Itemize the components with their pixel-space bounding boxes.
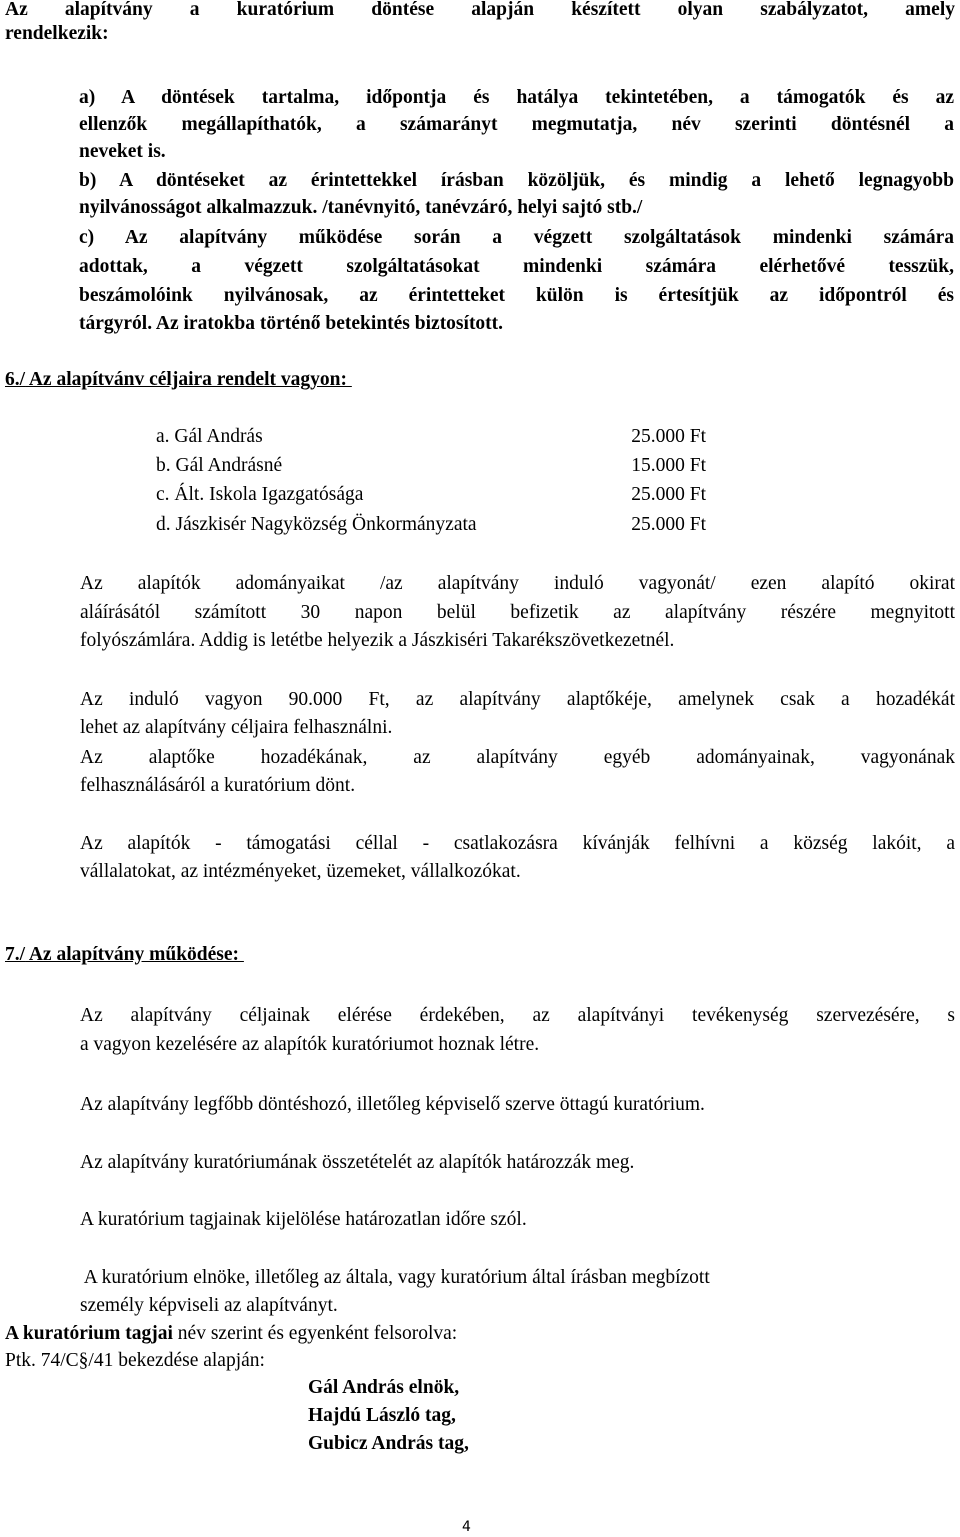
section-7-paragraph-4: A kuratórium tagjainak kijelölése határozatlan időre szól. [80,1209,527,1230]
section-6-paragraph-3-line-1: Az alaptőke hozadékának, az alapítvány egyéb adományainak, vagyonának [80,747,955,768]
section-6-paragraph-4-line-2: vállalatokat, az intézményeket, üzemeket, vállalkozókat. [80,861,521,882]
section-6-number: 6./ [5,369,26,390]
rule-b-line-2: nyilvánosságot alkalmazzuk. /tanévnyitó, tanévzáró, helyi sajtó stb./ [79,197,643,218]
section-6-paragraph-2-line-1: Az induló vagyon 90.000 Ft, az alapítvány alaptőkéje, amelynek csak a hozadékát [80,689,955,710]
rule-c-line-1: c) Az alapítvány működése során a végzett szolgáltatások mindenki számára [79,227,954,248]
donation-amount: 25.000 Ft [631,426,706,447]
rule-c-line-3: beszámolóink nyilvánosak, az érintetteket külön is értesítjük az időpontról és [79,285,954,306]
section-7-paragraph-1-line-1: Az alapítvány céljainak elérése érdekében, az alapítványi tevékenység szervezésére, s [80,1005,955,1026]
section-6-title: Az alapítvánv céljaira rendelt vagyon: [25,369,352,390]
section-7-title: Az alapítvány működése: [25,944,244,965]
section-6-paragraph-4-line-1: Az alapítók - támogatási céllal - csatlakozásra kívánják felhívni a község lakóit, a [80,833,955,854]
section-6-paragraph-3-line-2: felhasználásáról a kuratórium dönt. [80,775,356,796]
donation-label: d. Jászkisér Nagyközség Önkormányzata [156,514,477,535]
member-name: Hajdú László tag, [308,1405,456,1426]
donation-amount: 15.000 Ft [631,455,706,476]
rule-c-line-2: adottak, a végzett szolgáltatásokat mindenki számára elérhetővé tesszük, [79,256,954,277]
rule-a-line-2: ellenzők megállapíthatók, a számarányt megmutatja, név szerinti döntésnél a [79,114,954,135]
rule-b-line-1: b) A döntéseket az érintettekkel írásban közöljük, és mindig a lehető legnagyobb [79,170,954,191]
section-7-paragraph-3: Az alapítvány kuratóriumának összetételét az alapítók határozzák meg. [80,1152,635,1173]
section-7-paragraph-1-line-2: a vagyon kezelésére az alapítók kuratóriumot hoznak létre. [80,1034,540,1055]
donation-amount: 25.000 Ft [631,514,706,535]
section-6-paragraph-2-line-2: lehet az alapítvány céljaira felhasználni. [80,717,393,738]
section-6-paragraph-1-line-2: aláírásától számított 30 napon belül befizetik az alapítvány részére megnyitott [80,602,955,623]
donation-label: a. Gál András [156,426,263,447]
member-name: Gál András elnök, [308,1377,460,1398]
section-7-number: 7./ [5,944,26,965]
members-intro-rest: név szerint és egyenként felsorolva: [172,1323,458,1344]
rule-a-line-1: a) A döntések tartalma, időpontja és hatálya tekintetében, a támogatók és az [79,87,954,108]
rule-c-line-4: tárgyról. Az iratokba történő betekintés biztosított. [79,313,504,334]
section-7-heading [5,944,244,966]
section-6-paragraph-1-line-3: folyószámlára. Addig is letétbe helyezik a Jászkiséri Takarékszövetkezetnél. [80,630,675,651]
donation-amount: 25.000 Ft [631,484,706,505]
section-6-heading [5,369,352,391]
rule-a-line-3: neveket is. [79,141,166,162]
donation-label: c. Ált. Iskola Igazgatósága [156,484,364,505]
section-6-paragraph-1-line-1: Az alapítók adományaikat /az alapítvány induló vagyonát/ ezen alapító okirat [80,573,955,594]
donation-label: b. Gál Andrásné [156,455,283,476]
ptk-reference: Ptk. 74/C§/41 bekezdése alapján: [5,1350,265,1371]
members-intro-bold: A kuratórium tagjai [5,1323,173,1344]
section-7-paragraph-5-line-2: személy képviseli az alapítványt. [80,1295,338,1316]
member-name: Gubicz András tag, [308,1433,469,1454]
intro-line-1: Az alapítvány a kuratórium döntése alapján készített olyan szabályzatot, amely [5,0,955,20]
intro-line-2: rendelkezik: [5,23,109,44]
members-intro [5,1323,457,1345]
section-7-paragraph-5-line-1: A kuratórium elnöke, illetőleg az általa, vagy kuratórium által írásban megbízott [80,1267,710,1288]
section-7-paragraph-2: Az alapítvány legfőbb döntéshozó, illetőleg képviselő szerve öttagú kuratórium. [80,1094,705,1115]
page-number: 4 [462,1519,471,1535]
